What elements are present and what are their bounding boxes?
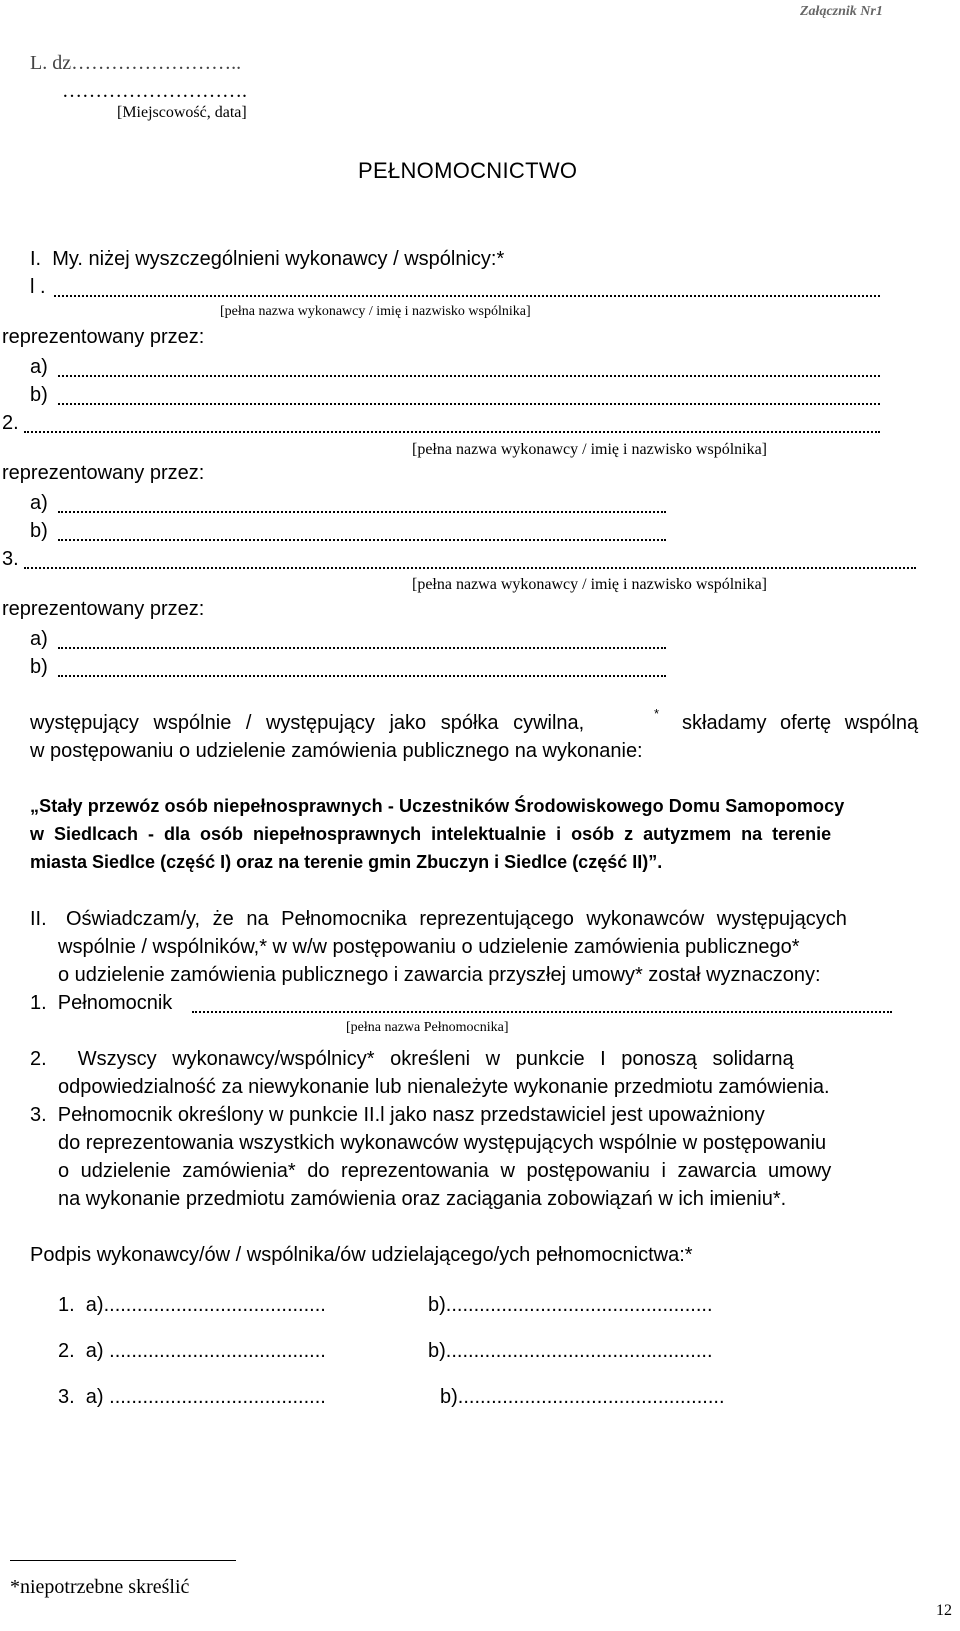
- entry3-rep-b-label: b): [30, 656, 48, 678]
- entry2-name-field[interactable]: [24, 431, 880, 433]
- place-date-dots: ……………………….: [62, 80, 247, 102]
- section2-prefix: II.: [30, 908, 47, 930]
- entry1-rep-a-label: a): [30, 356, 48, 378]
- page-number: 12: [936, 1602, 952, 1619]
- place-date-label: [Miejscowość, data]: [117, 104, 247, 121]
- entry3-caption: [pełna nazwa wykonawcy / imię i nazwisko wspólnika]: [412, 576, 768, 593]
- entry2-caption: [pełna nazwa wykonawcy / imię i nazwisko wspólnika]: [412, 441, 768, 458]
- entry3-rep-a-label: a): [30, 628, 48, 650]
- signature-row3-a[interactable]: 3. a) .......................................: [58, 1386, 326, 1408]
- item3-line1: 3. Pełnomocnik określony w punkcie II.l jako nasz przedstawiciel jest upoważniony: [30, 1104, 765, 1126]
- item3-line3: o udzielenie zamówienia* do reprezentowania w postępowaniu i zawarcia umowy: [58, 1160, 832, 1182]
- document-title: PEŁNOMOCNICTWO: [358, 158, 578, 183]
- section2-line1: Oświadczam/y, że na Pełnomocnika reprezentującego wykonawców występujących: [66, 908, 847, 930]
- entry1-number: l .: [30, 276, 46, 298]
- entry1-name-field[interactable]: [54, 295, 880, 297]
- project-line3: miasta Siedlce (część I) oraz na terenie gmin Zbuczyn i Siedlce (część II)”.: [30, 852, 663, 872]
- statement-line2: w postępowaniu o udzielenie zamówienia publicznego na wykonanie:: [30, 740, 643, 762]
- entry2-rep-a-label: a): [30, 492, 48, 514]
- section2-line2: wspólnie / wspólników,* w w/w postępowaniu o udzielenie zamówienia publicznego*: [58, 936, 800, 958]
- statement-footnote-mark: *: [654, 706, 660, 721]
- item3-line2: do reprezentowania wszystkich wykonawców występujących wspólnie w postępowaniu: [58, 1132, 827, 1154]
- project-line2: w Siedlcach - dla osób niepełnosprawnych intelektualnie i osób z autyzmem na terenie: [30, 824, 832, 844]
- item2-line2: odpowiedzialność za niewykonanie lub nienależyte wykonanie przedmiotu zamówienia.: [58, 1076, 830, 1098]
- statement-line1-end: składamy ofertę wspólną: [682, 712, 919, 734]
- entry3-represented-label: reprezentowany przez:: [2, 598, 205, 620]
- signature-row1-a[interactable]: 1. a)........................................: [58, 1294, 326, 1316]
- attachment-label: Załącznik Nr1: [800, 4, 883, 19]
- entry1-represented-label: reprezentowany przez:: [2, 326, 205, 348]
- entry2-rep-b-field[interactable]: [58, 539, 666, 541]
- footnote-text: *niepotrzebne skreślić: [10, 1576, 190, 1598]
- item3-line4: na wykonanie przedmiotu zamówienia oraz zaciągania zobowiązań w ich imieniu*.: [58, 1188, 787, 1210]
- footnote-separator: [10, 1560, 236, 1561]
- proxy-label: 1. Pełnomocnik: [30, 992, 173, 1014]
- entry1-rep-a-field[interactable]: [58, 375, 880, 377]
- reference-number: L. dz……………………..: [30, 52, 242, 74]
- entry1-rep-b-field[interactable]: [58, 403, 880, 405]
- entry2-rep-a-field[interactable]: [58, 511, 666, 513]
- signatures-heading: Podpis wykonawcy/ów / wspólnika/ów udzielającego/ych pełnomocnictwa:*: [30, 1244, 693, 1266]
- entry3-rep-b-field[interactable]: [58, 675, 666, 677]
- entry1-caption: [pełna nazwa wykonawcy / imię i nazwisko wspólnika]: [220, 304, 531, 319]
- signature-row1-b[interactable]: b)................................................: [428, 1294, 713, 1316]
- statement-line1: występujący wspólnie / występujący jako spółka cywilna,: [30, 712, 585, 734]
- entry1-rep-b-label: b): [30, 384, 48, 406]
- proxy-name-field[interactable]: [192, 1011, 892, 1013]
- project-line1: „Stały przewóz osób niepełnosprawnych - Uczestników Środowiskowego Domu Samopomocy: [30, 796, 845, 816]
- signature-row2-b[interactable]: b)................................................: [428, 1340, 713, 1362]
- entry2-represented-label: reprezentowany przez:: [2, 462, 205, 484]
- entry3-name-field[interactable]: [24, 567, 916, 569]
- item2-line1: 2. Wszyscy wykonawcy/wspólnicy* określeni w punkcie I ponoszą solidarną: [30, 1048, 794, 1070]
- entry3-rep-a-field[interactable]: [58, 647, 666, 649]
- signature-row3-b[interactable]: b)................................................: [440, 1386, 725, 1408]
- section1-intro: I. My. niżej wyszczególnieni wykonawcy / wspólnicy:*: [30, 248, 505, 270]
- entry2-number: 2.: [2, 412, 19, 434]
- proxy-caption: [pełna nazwa Pełnomocnika]: [346, 1020, 509, 1035]
- entry3-number: 3.: [2, 548, 19, 570]
- entry2-rep-b-label: b): [30, 520, 48, 542]
- signature-row2-a[interactable]: 2. a) .......................................: [58, 1340, 326, 1362]
- section2-line3: o udzielenie zamówienia publicznego i zawarcia przyszłej umowy* został wyznaczony:: [58, 964, 821, 986]
